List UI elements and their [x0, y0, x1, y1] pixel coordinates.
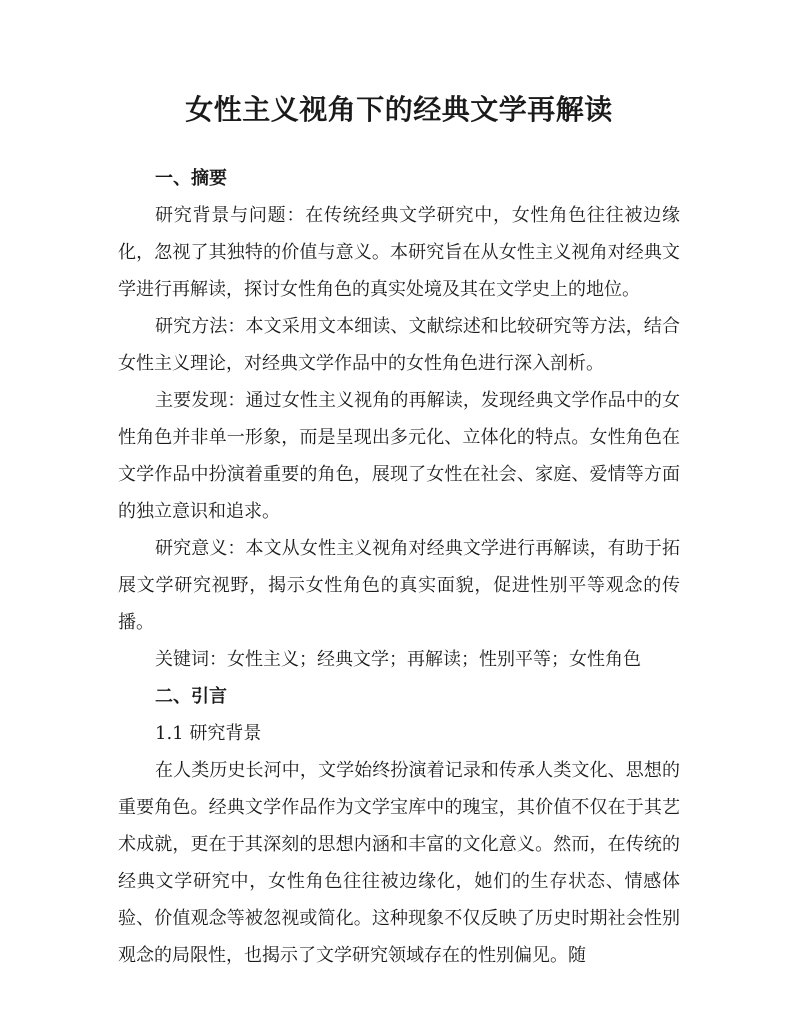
intro-heading: 二、引言: [155, 686, 227, 707]
abstract-significance-paragraph: 研究意义：本文从女性主义视角对经典文学进行再解读，有助于拓展文学研究视野，揭示女性角色的真实面貌，促进性别平等观念的传播。: [118, 538, 680, 633]
keywords-line: 关键词：女性主义；经典文学；再解读；性别平等；女性角色: [155, 649, 641, 670]
abstract-findings-paragraph: 主要发现：通过女性主义视角的再解读，发现经典文学作品中的女性角色并非单一形象，而是呈现出多元化、立体化的特点。女性角色在文学作品中扮演着重要的角色，展现了女性在社会、家庭、爱情等方面的独立意识和追求。: [118, 390, 680, 522]
document-body: [118, 88, 680, 974]
abstract-heading: 一、摘要: [155, 168, 227, 189]
abstract-method-paragraph: 研究方法：本文采用文本细读、文献综述和比较研究等方法，结合女性主义理论，对经典文学作品中的女性角色进行深入剖析。: [118, 316, 680, 374]
research-background-subheading: 1.1 研究背景: [155, 723, 262, 744]
document-title: 女性主义视角下的经典文学再解读: [185, 93, 613, 126]
research-background-paragraph: 在人类历史长河中，文学始终扮演着记录和传承人类文化、思想的重要角色。经典文学作品作为文学宝库中的瑰宝，其价值不仅在于其艺术成就，更在于其深刻的思想内涵和丰富的文化意义。然而，在传统的经典文学研究中，女性角色往往被边缘化，她们的生存状态、情感体验、价值观念等被忽视或简化。这种现象不仅反映了历史时期社会性别观念的局限性，也揭示了文学研究领域存在的性别偏见。随: [118, 760, 680, 966]
abstract-background-paragraph: 研究背景与问题：在传统经典文学研究中，女性角色往往被边缘化，忽视了其独特的价值与意义。本研究旨在从女性主义视角对经典文学进行再解读，探讨女性角色的真实处境及其在文学史上的地位。: [118, 205, 680, 300]
